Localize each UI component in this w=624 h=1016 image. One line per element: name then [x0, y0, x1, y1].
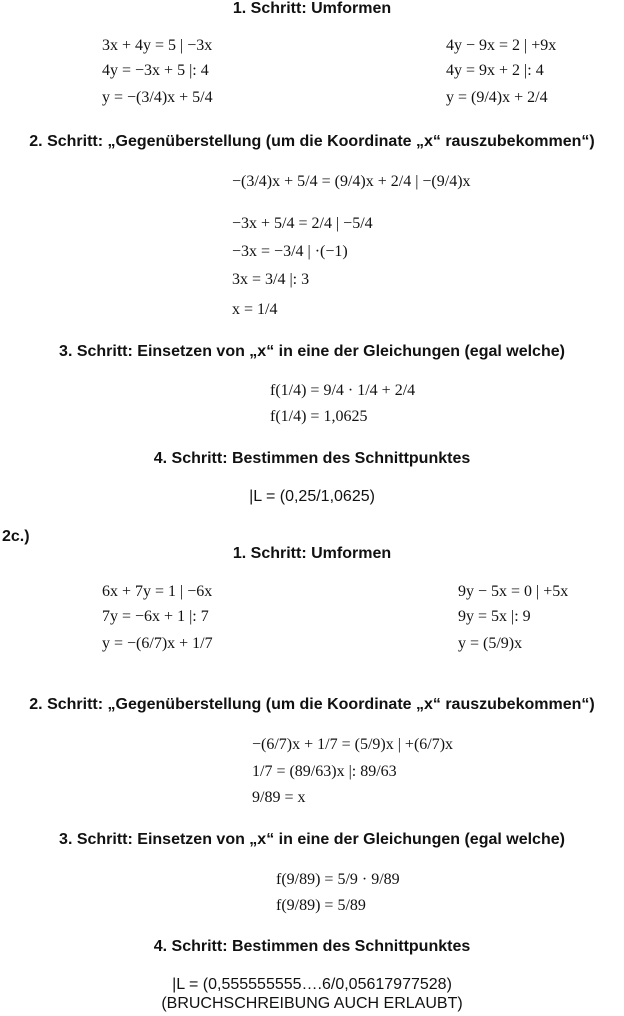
equation-line: 4y − 9x = 2 | +9x: [446, 37, 557, 54]
step2-title: 2. Schritt: „Gegenüberstellung (um die Koordinate „x“ rauszubekommen“): [29, 696, 595, 713]
equation-line: 7y = −6x + 1 |: 7: [102, 608, 209, 625]
equation-line: f(1/4) = 1,0625: [270, 408, 368, 425]
equation-line: −3x + 5/4 = 2/4 | −5/4: [232, 215, 373, 232]
equation-line: x = 1/4: [232, 301, 278, 318]
equation-line: 1/7 = (89/63)x |: 89/63: [252, 763, 397, 780]
equation-line: 3x + 4y = 5 | −3x: [102, 37, 213, 54]
equation-line: 4y = 9x + 2 |: 4: [446, 62, 544, 79]
equation-line: f(1/4) = 9/4 · 1/4 + 2/4: [270, 382, 416, 399]
equation-line: 6x + 7y = 1 | −6x: [102, 583, 213, 600]
equation-line: f(9/89) = 5/9 · 9/89: [276, 871, 400, 888]
step1-title: 1. Schritt: Umformen: [232, 0, 392, 17]
equation-line: 3x = 3/4 |: 3: [232, 271, 310, 288]
section-label: 2c.): [2, 528, 30, 545]
result-line: |L = (0,555555555….6/0,05617977528): [172, 976, 452, 993]
equation-line: 9/89 = x: [252, 789, 306, 806]
equation-line: 4y = −3x + 5 |: 4: [102, 62, 209, 79]
equation-line: f(9/89) = 5/89: [276, 897, 366, 914]
equation-line: −(6/7)x + 1/7 = (5/9)x | +(6/7)x: [252, 736, 454, 753]
equation-line: y = (9/4)x + 2/4: [446, 89, 548, 106]
step4-title: 4. Schritt: Bestimmen des Schnittpunktes: [153, 450, 471, 467]
step1-title: 1. Schritt: Umformen: [232, 545, 392, 562]
equation-line: y = −(3/4)x + 5/4: [102, 89, 213, 106]
result-note: (BRUCHSCHREIBUNG AUCH ERLAUBT): [161, 995, 463, 1012]
equation-line: 9y − 5x = 0 | +5x: [458, 583, 569, 600]
step3-title: 3. Schritt: Einsetzen von „x“ in eine der Gleichungen (egal welche): [59, 343, 565, 360]
step2-title: 2. Schritt: „Gegenüberstellung (um die Koordinate „x“ rauszubekommen“): [29, 133, 595, 150]
step4-title: 4. Schritt: Bestimmen des Schnittpunktes: [153, 938, 471, 955]
equation-line: −3x = −3/4 | ·(−1): [232, 243, 348, 260]
equation-line: y = −(6/7)x + 1/7: [102, 635, 213, 652]
result-line: |L = (0,25/1,0625): [249, 488, 375, 505]
step3-title: 3. Schritt: Einsetzen von „x“ in eine der Gleichungen (egal welche): [59, 831, 565, 848]
equation-line: 9y = 5x |: 9: [458, 608, 531, 625]
equation-line: −(3/4)x + 5/4 = (9/4)x + 2/4 | −(9/4)x: [232, 173, 471, 190]
equation-line: y = (5/9)x: [458, 635, 523, 652]
